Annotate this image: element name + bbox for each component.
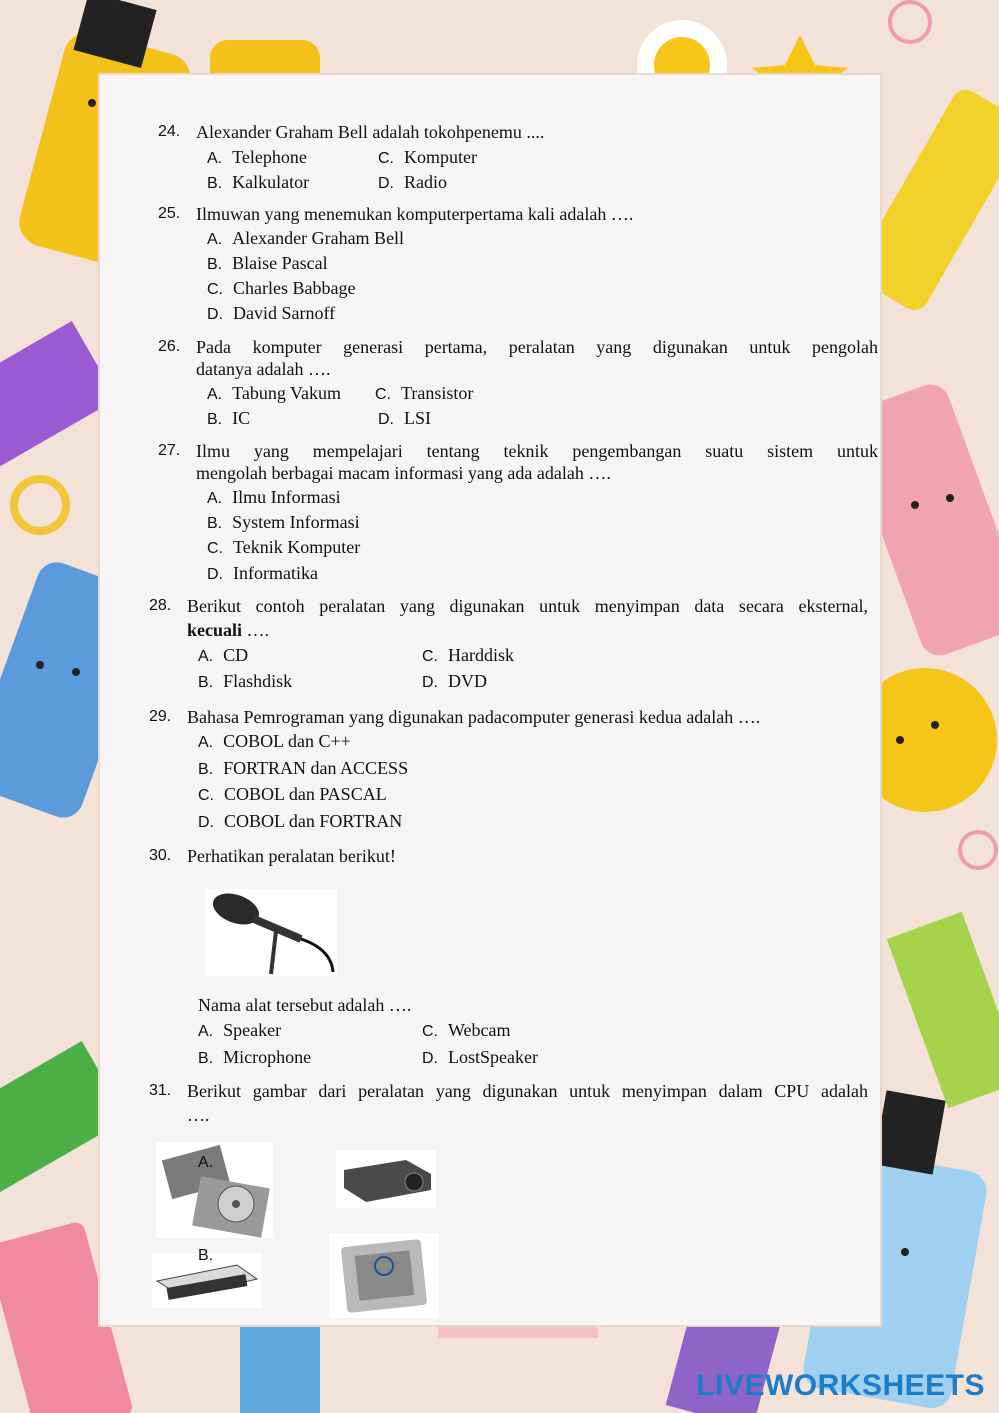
question-26-number: 26.: [158, 338, 181, 355]
q29-option-d[interactable]: D. COBOL dan FORTRAN: [198, 811, 403, 831]
q28-option-c[interactable]: C. Harddisk: [422, 645, 514, 665]
harddisk-image[interactable]: [156, 1142, 273, 1238]
processor-chip-icon: [329, 1233, 439, 1318]
q31-image-label-b: B.: [198, 1247, 214, 1264]
projector-icon: [336, 1150, 436, 1208]
q24-option-d[interactable]: D. Radio: [378, 172, 447, 192]
question-26-line2: datanya adalah ….: [196, 359, 331, 379]
q25-option-d[interactable]: D. David Sarnoff: [207, 303, 336, 323]
microphone-icon: [206, 889, 337, 976]
pencil-green-icon: [887, 912, 999, 1109]
question-29-number: 29.: [149, 708, 172, 725]
q27-option-c[interactable]: C. Teknik Komputer: [207, 537, 361, 557]
q29-option-a[interactable]: A. COBOL dan C++: [198, 731, 351, 751]
question-24-text: Alexander Graham Bell adalah tokohpenemu ....: [196, 122, 545, 142]
question-28-line1: Berikut contoh peralatan yang digunakan untuk menyimpan data secara eksternal,: [187, 596, 868, 616]
question-27-line1: Ilmu yang mempelajari tentang teknik pengembangan suatu sistem untuk: [196, 441, 878, 461]
question-30-number: 30.: [149, 847, 172, 864]
q30-option-b[interactable]: B. Microphone: [198, 1047, 312, 1067]
q24-option-c[interactable]: C. Komputer: [378, 147, 477, 167]
question-31-number: 31.: [149, 1082, 172, 1099]
q24-option-a[interactable]: A. Telephone: [207, 147, 307, 167]
q27-option-a[interactable]: A. Ilmu Informasi: [207, 487, 341, 507]
question-26-line1: Pada komputer generasi pertama, peralatan yang digunakan untuk pengolah: [196, 337, 878, 357]
q26-option-c[interactable]: C. Transistor: [375, 383, 474, 403]
q28-option-b[interactable]: B. Flashdisk: [198, 671, 293, 691]
question-30-text: Perhatikan peralatan berikut!: [187, 846, 396, 866]
microphone-image: [206, 889, 337, 976]
question-28-number: 28.: [149, 597, 172, 614]
question-29-text: Bahasa Pemrograman yang digunakan padacomputer generasi kedua adalah ….: [187, 707, 761, 727]
question-31-line2: ….: [187, 1105, 210, 1125]
flower-outline-icon: [14, 479, 66, 531]
question-30-subtext: Nama alat tersebut adalah ….: [198, 995, 412, 1015]
question-27-number: 27.: [158, 442, 181, 459]
question-31-line1: Berikut gambar dari peralatan yang digunakan untuk menyimpan dalam CPU adalah: [187, 1081, 868, 1101]
q26-option-b[interactable]: B. IC: [207, 408, 251, 428]
q26-option-a[interactable]: A. Tabung Vakum: [207, 383, 342, 403]
harddisk-icon: [156, 1142, 273, 1238]
processor-image[interactable]: [329, 1233, 439, 1318]
q27-option-d[interactable]: D. Informatika: [207, 563, 318, 583]
q27-option-b[interactable]: B. System Informasi: [207, 512, 360, 532]
question-25-number: 25.: [158, 205, 181, 222]
kecuali-emphasis: kecuali: [187, 620, 243, 640]
question-27-line2: mengolah berbagai macam informasi yang ada adalah ….: [196, 463, 611, 483]
q28-option-a[interactable]: A. CD: [198, 645, 249, 665]
q25-option-a[interactable]: A. Alexander Graham Bell: [207, 228, 405, 248]
q30-option-c[interactable]: C. Webcam: [422, 1020, 511, 1040]
question-24-number: 24.: [158, 123, 181, 140]
q26-option-d[interactable]: D. LSI: [378, 408, 431, 428]
q30-option-d[interactable]: D. LostSpeaker: [422, 1047, 538, 1067]
q25-option-c[interactable]: C. Charles Babbage: [207, 278, 356, 298]
q28-option-d[interactable]: D. DVD: [422, 671, 487, 691]
liveworksheets-logo[interactable]: LIVEWORKSHEETS: [696, 1369, 985, 1402]
q30-option-a[interactable]: A. Speaker: [198, 1020, 282, 1040]
projector-image[interactable]: [336, 1150, 436, 1208]
q25-option-b[interactable]: B. Blaise Pascal: [207, 253, 328, 273]
question-28-line2: kecuali ….: [187, 620, 270, 640]
question-25-text: Ilmuwan yang menemukan komputerpertama kali adalah ….: [196, 204, 634, 224]
q29-option-b[interactable]: B. FORTRAN dan ACCESS: [198, 758, 409, 778]
q29-option-c[interactable]: C. COBOL dan PASCAL: [198, 784, 387, 804]
q31-image-label-a: A.: [198, 1154, 214, 1171]
q24-option-b[interactable]: B. Kalkulator: [207, 172, 310, 192]
